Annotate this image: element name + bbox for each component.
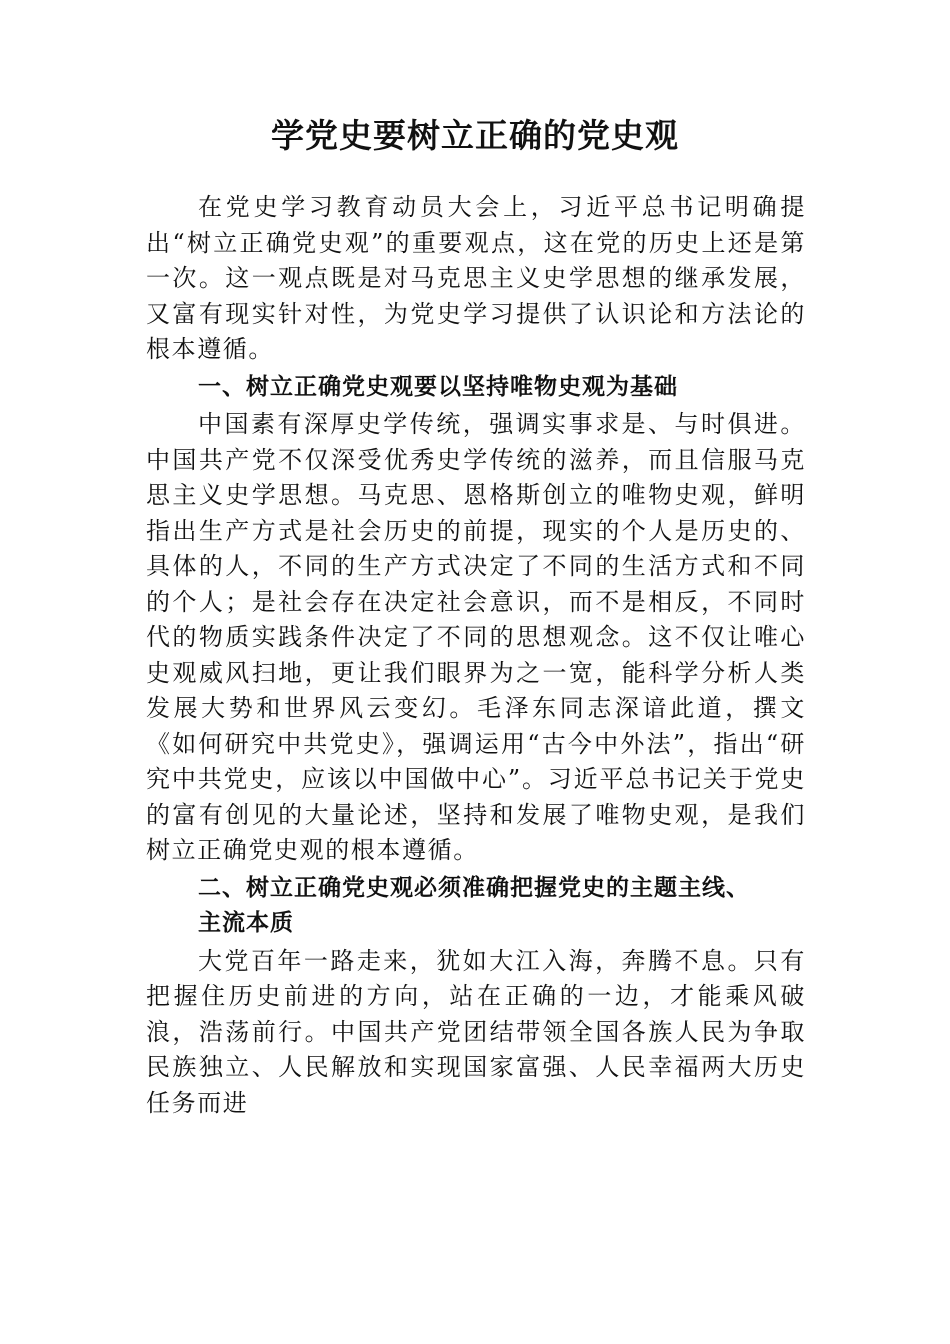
section-1-paragraph: 中国素有深厚史学传统，强调实事求是、与时俱进。中国共产党不仅深受优秀史学传统的滋养，而且信服马克思主义史学思想。马克思、恩格斯创立的唯物史观，鲜明指出生产方式是社会历史的前提，现实的个人是历史的、具体的人，不同的生产方式决定了不同的生活方式和不同的个人；是社会存在决定社会意识，而不是相反，不同时代的物质实践条件决定了不同的思想观念。这不仅让唯心史观威风扫地，更让我们眼界为之一宽，能科学分析人类发展大势和世界风云变幻。毛泽东同志深谙此道，撰文《如何研究中共党史》，强调运用“古今中外法”，指出“研究中共党史，应该以中国做中心”。习近平总书记关于党史的富有创见的大量论述，坚持和发展了唯物史观，是我们树立正确党史观的根本遵循。 xyxy=(146,410,806,864)
section-heading-2: 二、树立正确党史观必须准确把握党史的主题主线、主流本质 xyxy=(198,874,750,936)
document-body xyxy=(146,190,806,1121)
section-heading-1: 一、树立正确党史观要以坚持唯物史观为基础 xyxy=(198,373,678,400)
section-2-paragraph: 大党百年一路走来，犹如大江入海，奔腾不息。只有把握住历史前进的方向，站在正确的一边，才能乘风破浪，浩荡前行。中国共产党团结带领全国各族人民为争取民族独立、人民解放和实现国家富强、人民幸福两大历史任务而进 xyxy=(146,946,806,1117)
document-title: 学党史要树立正确的党史观 xyxy=(271,116,679,155)
intro-paragraph: 在党史学习教育动员大会上，习近平总书记明确提出“树立正确党史观”的重要观点，这在党的历史上还是第一次。这一观点既是对马克思主义史学思想的继承发展，又富有现实针对性，为党史学习提供了认识论和方法论的根本遵循。 xyxy=(146,193,806,363)
